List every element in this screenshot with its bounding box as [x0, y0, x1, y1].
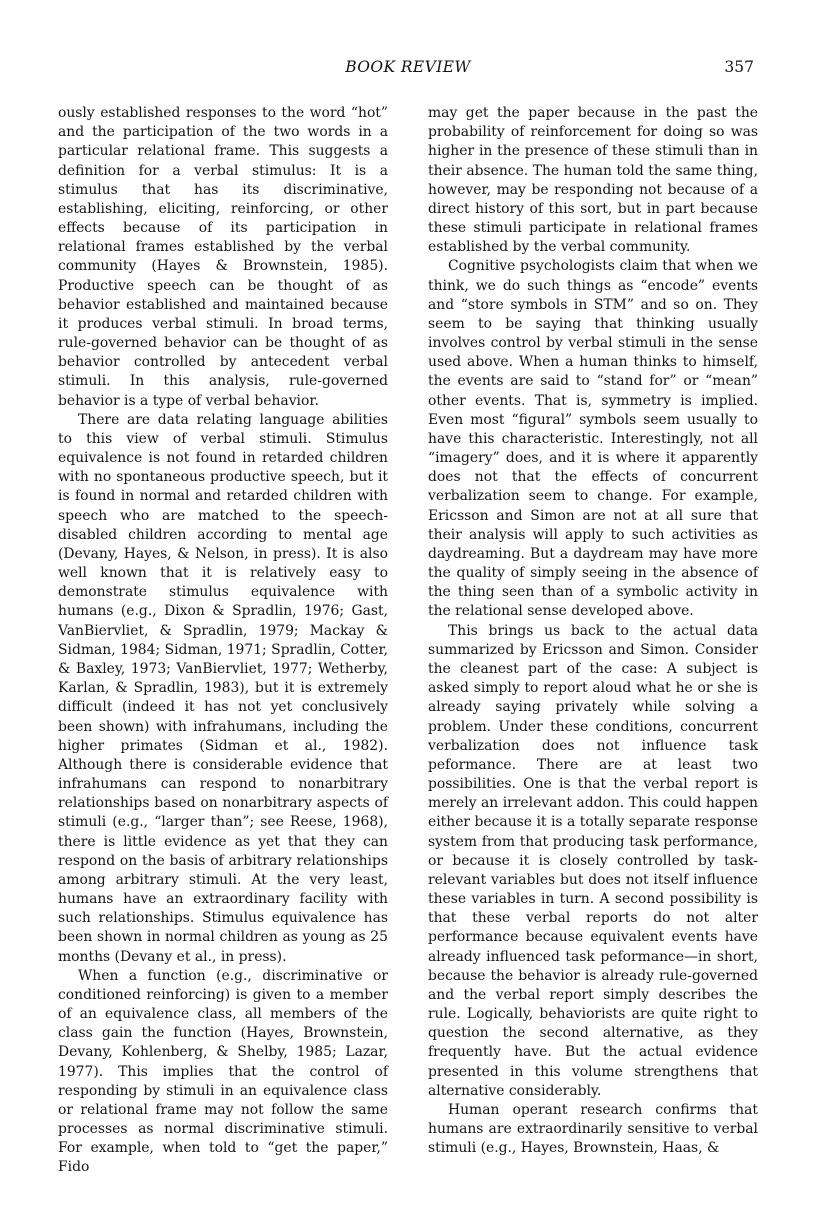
running-head — [0, 58, 816, 82]
paragraph: may get the paper because in the past the probability of reinforcement for doing so was higher in the presence of these stimuli than in their absence. The human told the same thing, however, may be responding not because of a direct history of this sort, but in part because these stimuli participate in relational frames established by the verbal community. — [428, 105, 758, 256]
paragraph: There are data relating language abilities to this view of verbal stimuli. Stimulus equivalence is not found in retarded children with no spontaneous productive speech, but it is found in normal and retarded children with speech who are matched to the speech-disabled children according to mental age (Devany, Hayes, & Nelson, in press). It is also well known that it is relatively easy to demonstrate stimulus equivalence with humans (e.g., Dixon & Spradlin, 1976; Gast, VanBiervliet, & Spradlin, 1979; Mackay & Sidman, 1984; Sidman, 1971; Spradlin, Cotter, & Baxley, 1973; VanBiervliet, 1977; Wetherby, Karlan, & Spradlin, 1983), but it is extremely difficult (indeed it has not yet conclusively been shown) with infrahumans, including the higher primates (Sidman et al., 1982). Although there is considerable evidence that infrahumans can respond to nonarbitrary relationships based on nonarbitrary aspects of stimuli (e.g., “larger than”; see Reese, 1968), there is little evidence as yet that they can respond on the basis of arbitrary relationships among arbitrary stimuli. At the very least, humans have an extraordinary facility with such relationships. Stimulus equivalence has been shown in normal children as young as 25 months (Devany et al., in press). — [58, 411, 388, 965]
paragraph: Cognitive psychologists claim that when we think, we do such things as “encode” events and “store symbols in STM” and so on. They seem to be saying that thinking usually involves control by verbal stimuli in the sense used above. When a human thinks to himself, the events are said to “stand for” or “mean” other events. That is, symmetry is implied. Even most “figural” symbols seem usually to have this characteristic. Interestingly, not all “imagery” does, and it is where it apparently does not that the effects of concurrent verbalization seem to change. For example, Ericsson and Simon are not at all sure that their analysis will apply to such activities as daydreaming. But a daydream may have more the quality of simply seeing in the absence of the thing seen than of a symbolic activity in the relational sense developed above. — [428, 258, 758, 620]
running-title: BOOK REVIEW — [345, 58, 471, 76]
paragraph: Human operant research confirms that humans are extraordinarily sensitive to verbal stimuli (e.g., Hayes, Brownstein, Haas, & — [428, 1101, 758, 1157]
right-column — [428, 104, 758, 1158]
left-column — [58, 104, 388, 1178]
paragraph: ously established responses to the word “hot” and the participation of the two words in a particular relational frame. This suggests a definition for a verbal stimulus: It is a stimulus that has its discriminative, establishing, eliciting, reinforcing, or other effects because of its participation in relational frames established by the verbal community (Hayes & Brownstein, 1985). Productive speech can be thought of as behavior established and maintained because it produces verbal stimuli. In broad terms, rule-governed behavior can be thought of as behavior controlled by antecedent verbal stimuli. In this analysis, rule-governed behavior is a type of verbal behavior. — [58, 105, 388, 409]
paragraph: When a function (e.g., discriminative or conditioned reinforcing) is given to a member of an equivalence class, all members of the class gain the function (Hayes, Brownstein, Devany, Kohlenberg, & Shelby, 1985; Lazar, 1977). This implies that the control of responding by stimuli in an equivalence class or relational frame may not follow the same processes as normal discriminative stimuli. For example, when told to “get the paper,” Fido — [58, 967, 388, 1176]
page-number: 357 — [724, 58, 754, 76]
paragraph: This brings us back to the actual data summarized by Ericsson and Simon. Consider the cleanest part of the case: A subject is asked simply to report aloud what he or she is already saying privately while solving a problem. Under these conditions, concurrent verbalization does not influence task peformance. There are at least two possibilities. One is that the verbal report is merely an irrelevant addon. This could happen either because it is a totally separate response system from that producing task performance, or because it is closely controlled by task-relevant variables but does not itself influence these variables in turn. A second possibility is that these verbal reports do not alter performance because equivalent events have already influenced task peformance—in short, because the behavior is already rule-governed and the verbal report simply describes the rule. Logically, behaviorists are quite right to question the second alternative, as they frequently have. But the actual evidence presented in this volume strengthens that alternative considerably. — [428, 622, 758, 1099]
